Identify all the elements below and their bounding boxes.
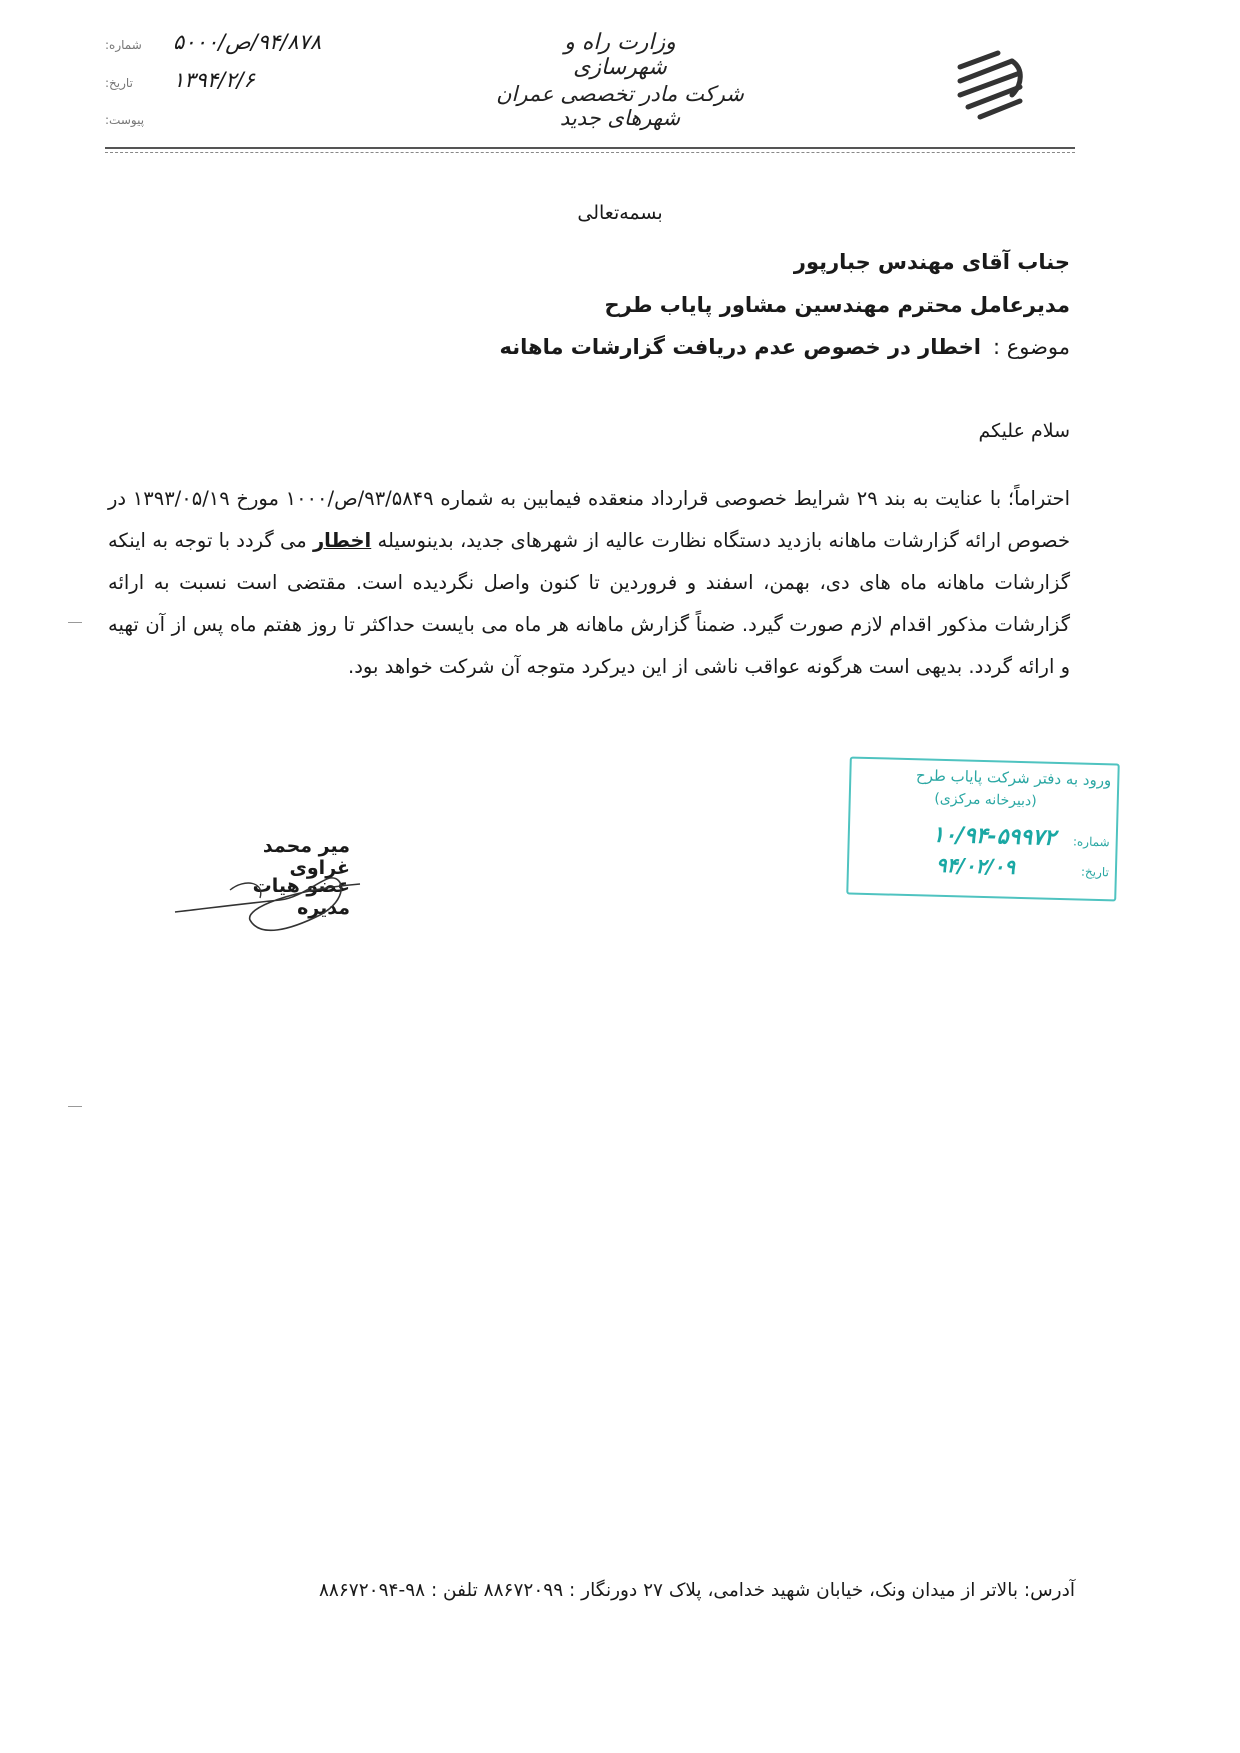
salutation: سلام علیکم [978, 420, 1070, 442]
stamp-date-label: تاریخ: [1080, 864, 1110, 880]
stamp-line-1: ورود به دفتر شرکت پایاب طرح [915, 766, 1112, 790]
stamp-number-value: ۱۰/۹۴-۵۹۹۷۲ [931, 822, 1057, 851]
body-part-2: می گردد با توجه به اینکه گزارشات ماهانه ماه های دی، بهمن، اسفند و فروردین تا کنون واصل نگردیده است. مقتضی است نسبت به ارائه گزارشات مذکور اقدام لازم صورت گیرد. ضمناً گزارش ماهانه هر ماه می بایست حداکثر تا روز هفتم ماه پس از آن تهیه و ارائه گردد. بدیهی است هرگونه عواقب ناشی از این دیرکرد متوجه آن شرکت خواهد بود. [108, 529, 1070, 678]
letter-attachment-row [105, 105, 335, 133]
stamp-number-label: شماره: [1072, 834, 1110, 850]
recipient-title: مدیرعامل محترم مهندسین مشاور پایاب طرح [604, 293, 1070, 317]
letter-date-value: ۱۳۹۴/۲/۶ [173, 68, 255, 92]
signature-scribble-icon [170, 860, 370, 940]
letter-body [108, 478, 1070, 688]
header-divider [105, 147, 1075, 149]
letter-date-label: تاریخ: [105, 76, 133, 90]
stamp-line-2: (دبیرخانه مرکزی) [934, 790, 1037, 810]
letter-attachment-label: پیوست: [105, 113, 145, 127]
body-part-1: احتراماً؛ با عنایت به بند ۲۹ شرایط خصوصی قرارداد منعقده فیمابین به شماره ۹۳/۵۸۴۹/ص/۱۰۰۰ مورخ ۱۳۹۳/۰۵/۱۹ در خصوص ارائه گزارشات ماهانه بازدید دستگاه نظارت عالیه از شهرهای جدید، بدینوسیله [108, 487, 1071, 552]
footer-address: آدرس: بالاتر از میدان ونک، خیابان شهید خدامی، پلاک ۲۷ دورنگار : ۸۸۶۷۲۰۹۹ تلفن : ۹۸-۸۸۶۷۲۰۹۴ [319, 1580, 1075, 1601]
signer-name: میر محمد غراوی [262, 835, 350, 879]
letter-number-row [105, 30, 335, 58]
recipient-name: جناب آقای مهندس جبارپور [793, 250, 1070, 274]
signer-title: عضو هیات مدیره [252, 875, 350, 919]
letter-number-label: شماره: [105, 38, 142, 52]
header-divider-secondary [105, 152, 1075, 153]
subject-label: موضوع : [992, 335, 1070, 359]
scan-mark [68, 622, 82, 623]
letter-number-value: ۹۴/۸۷۸/ص/۵۰۰۰ [173, 30, 322, 54]
ministry-name: وزارت راه و شهرسازی [564, 30, 676, 80]
body-emphasis-warning: اخطار [312, 529, 372, 552]
company-logo-icon [950, 45, 1030, 125]
scan-mark [68, 1106, 82, 1107]
receipt-stamp [846, 756, 1120, 901]
company-name: شرکت مادر تخصصی عمران شهرهای جدید [496, 82, 744, 130]
letter-date-row [105, 68, 335, 96]
subject-text: اخطار در خصوص عدم دریافت گزارشات ماهانه [499, 335, 981, 359]
subject-line [500, 335, 1070, 359]
basmala: بسمه‌تعالی [577, 202, 663, 224]
stamp-date-value: ۹۴/۰۲/۰۹ [935, 852, 1016, 879]
